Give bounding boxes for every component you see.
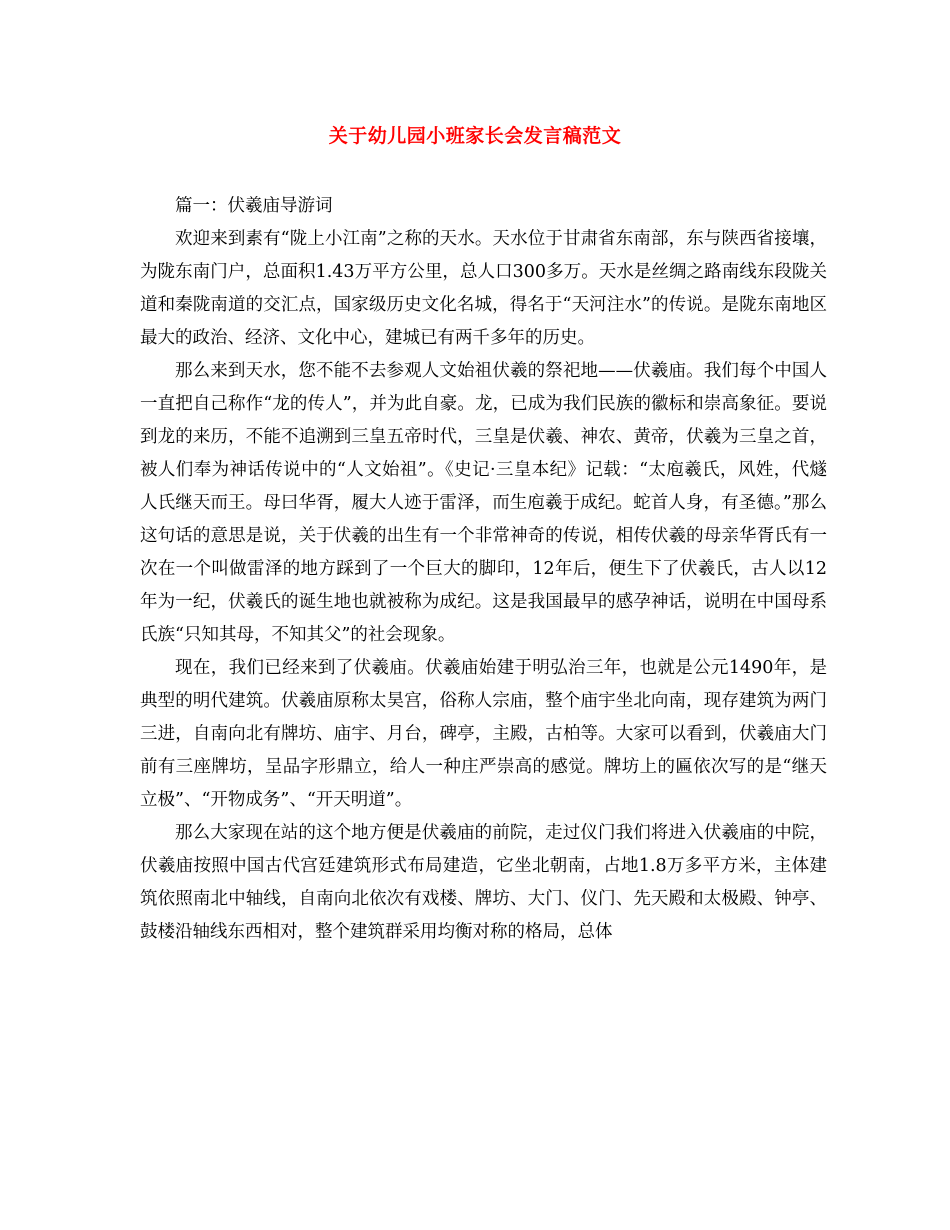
document-title: 关于幼儿园小班家长会发言稿范文	[328, 125, 622, 147]
paragraph: 那么大家现在站的这个地方便是伏羲庙的前院，走过仪门我们将进入伏羲庙的中院，伏羲庙按照中国古代宫廷建筑形式布局建造，它坐北朝南，占地1.8万多平方米，主体建筑依照南北中轴线，自南向北依次有戏楼、牌坊、大门、仪门、先天殿和太极殿、钟亭、鼓楼沿轴线东西相对，整个建筑群采用均衡对称的格局，总体	[140, 823, 827, 942]
paragraph: 欢迎来到素有“陇上小江南”之称的天水。天水位于甘肃省东南部，东与陕西省接壤，为陇东南门户，总面积1.43万平方公里，总人口300多万。天水是丝绸之路南线东段陇关道和秦陇南道的交汇点，国家级历史文化名城，得名于“天河注水”的传说。是陇东南地区最大的政治、经济、文化中心，建城已有两千多年的历史。	[140, 229, 827, 348]
paragraph: 那么来到天水，您不能不去参观人文始祖伏羲的祭祀地——伏羲庙。我们每个中国人一直把自己称作“龙的传人”，并为此自豪。龙，已成为我们民族的徽标和崇高象征。要说到龙的来历，不能不追溯到三皇五帝时代，三皇是伏羲、神农、黄帝，伏羲为三皇之首，被人们奉为神话传说中的“人文始祖”。《史记·三皇本纪》记载：“太庖羲氏，风姓，代燧人氏继天而王。母曰华胥，履大人迹于雷泽，而生庖羲于成纪。蛇首人身，有圣德。”那么这句话的意思是说，关于伏羲的出生有一个非常神奇的传说，相传伏羲的母亲华胥氏有一次在一个叫做雷泽的地方踩到了一个巨大的脚印，12年后，便生下了伏羲氏，古人以12年为一纪，伏羲氏的诞生地也就被称为成纪。这是我国最早的感孕神话，说明在中国母系氏族“只知其母，不知其父”的社会现象。	[140, 361, 827, 645]
section-heading: 篇一：伏羲庙导游词	[175, 196, 333, 216]
paragraph: 现在，我们已经来到了伏羲庙。伏羲庙始建于明弘治三年，也就是公元1490年，是典型的明代建筑。伏羲庙原称太昊宫，俗称人宗庙，整个庙宇坐北向南，现存建筑为两门三进，自南向北有牌坊、庙宇、月台，碑亭，主殿，古柏等。大家可以看到，伏羲庙大门前有三座牌坊，呈品字形鼎立，给人一种庄严崇高的感觉。牌坊上的匾依次写的是“继天立极”、“开物成务”、“开天明道”。	[140, 658, 827, 810]
document-body	[140, 190, 827, 949]
